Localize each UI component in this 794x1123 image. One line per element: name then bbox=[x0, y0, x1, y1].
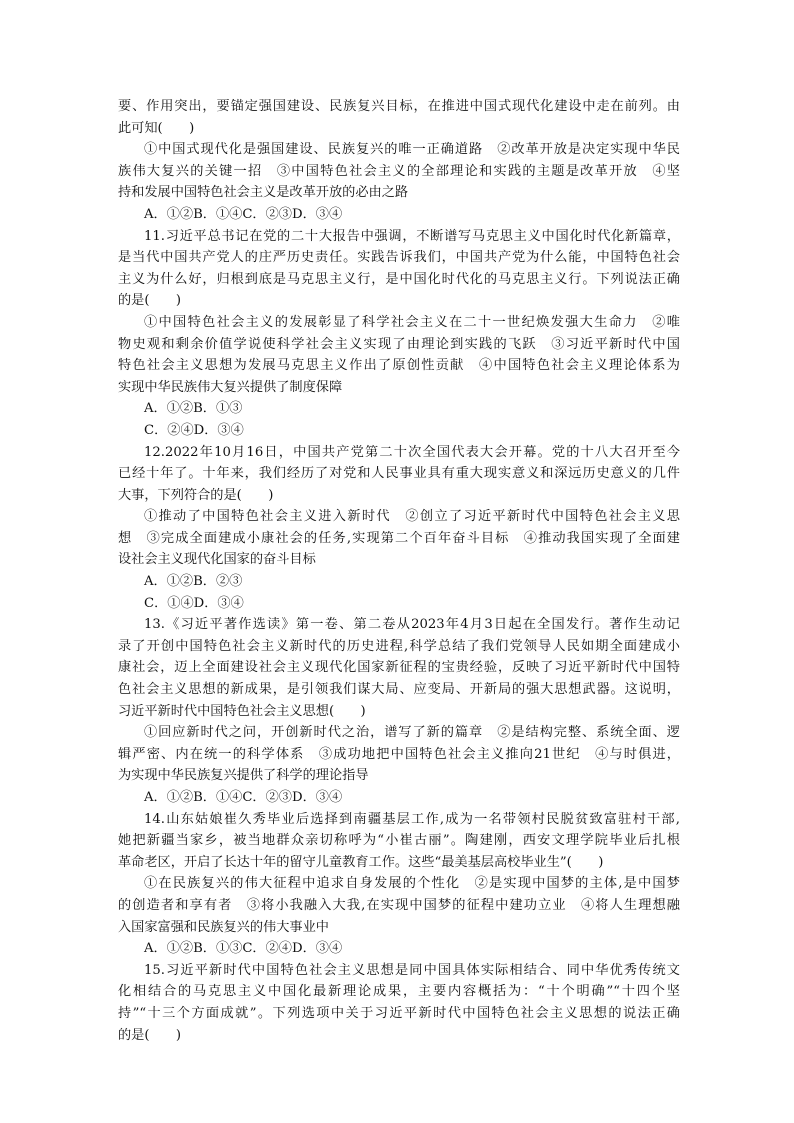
statement-line: 为实现中华民族复兴提供了科学的理论指导 bbox=[118, 768, 369, 784]
statement-line: 物史观和剩余价值学说使科学社会主义实现了由理论到实践的飞跃 ③习近平新时代中国 bbox=[118, 336, 680, 352]
answer-options: C．②④D．③④ bbox=[144, 422, 244, 438]
question-13 bbox=[118, 614, 680, 808]
answer-options: A．①②B．①③ bbox=[144, 401, 243, 417]
statement-line: 特色社会主义思想为发展马克思主义作出了原创性贡献 ④中国特色社会主义理论体系为 bbox=[118, 358, 680, 374]
stem-line: 习近平新时代中国特色社会主义思想( ) bbox=[118, 703, 366, 719]
statement-line: 实现中华民族伟大复兴提供了制度保障 bbox=[118, 379, 343, 395]
stem-line: 她把新疆当家乡，被当地群众亲切称呼为“小崔古丽”。陶建刚，西安文理学院毕业后扎根 bbox=[118, 833, 680, 849]
answer-options: C．①④D．③④ bbox=[144, 595, 244, 611]
stem-line: 13.《习近平著作选读》第一卷、第二卷从2023年4月3日起在全国发行。著作生动记 bbox=[144, 617, 680, 633]
stem-line: 主义为什么好，归根到底是马克思主义行，是中国化时代化的马克思主义行。下列说法正确 bbox=[118, 271, 680, 287]
statement-line: 想 ③完成全面建成小康社会的任务,实现第二个百年奋斗目标 ④推动我国实现了全面建 bbox=[118, 530, 680, 546]
stem-line: 的是( ) bbox=[118, 293, 182, 309]
stem-line: 大事，下列符合的是( ) bbox=[118, 487, 274, 503]
stem-line: 此可知( ) bbox=[118, 120, 195, 136]
question-15 bbox=[118, 960, 680, 1046]
stem-line: 14.山东姑娘崔久秀毕业后选择到南疆基层工作,成为一名带领村民脱贫致富驻村干部, bbox=[144, 811, 680, 827]
statement-line: 族伟大复兴的关键一招 ③中国特色社会主义的全部理论和实践的主题是改革开放 ④坚 bbox=[118, 163, 680, 179]
stem-line: 革命老区，开启了长达十年的留守儿童教育工作。这些“最美基层高校毕业生”( ) bbox=[118, 854, 604, 870]
question-12 bbox=[118, 442, 680, 615]
question-10-continuation bbox=[118, 96, 680, 226]
statement-line: ①中国式现代化是强国建设、民族复兴的唯一正确道路 ②改革开放是决定实现中华民 bbox=[144, 142, 680, 158]
stem-line: 录了开创中国特色社会主义新时代的历史进程,科学总结了我们党领导人民如期全面建成小 bbox=[118, 638, 680, 654]
answer-options: A．①②B．①④C．②③D．③④ bbox=[144, 790, 343, 805]
stem-line: 已经十年了。十年来，我们经历了对党和人民事业具有重大现实意义和深远历史意义的几件 bbox=[118, 466, 680, 482]
answer-options: A．①②B．②③ bbox=[144, 574, 243, 590]
stem-line: 11.习近平总书记在党的二十大报告中强调，不断谱写马克思主义中国化时代化新篇章， bbox=[144, 228, 680, 244]
statement-line: 的创造者和享有者 ③将小我融入大我,在实现中国梦的征程中建功立业 ④将人生理想融 bbox=[118, 897, 680, 913]
statement-line: ①中国特色社会主义的发展彰显了科学社会主义在二十一世纪焕发强大生命力 ②唯 bbox=[144, 314, 680, 330]
statement-line: ①回应新时代之问，开创新时代之治，谱写了新的篇章 ②是结构完整、系统全面、逻 bbox=[144, 725, 680, 741]
stem-line: 是当代中国共产党人的庄严历史责任。实践告诉我们，中国共产党为什么能，中国特色社会 bbox=[118, 250, 680, 266]
statement-line: 辑严密、内在统一的科学体系 ③成功地把中国特色社会主义推向21世纪 ④与时俱进， bbox=[118, 746, 680, 762]
question-14 bbox=[118, 809, 680, 960]
stem-line: 15.习近平新时代中国特色社会主义思想是同中国具体实际相结合、同中华优秀传统文 bbox=[144, 962, 680, 978]
answer-options: A．①②B．①④C．②③D．③④ bbox=[144, 206, 343, 222]
stem-line: 色社会主义思想的新成果，是引领我们谋大局、应变局、开新局的强大思想武器。这说明， bbox=[118, 682, 680, 698]
statement-line: ①推动了中国特色社会主义进入新时代 ②创立了习近平新时代中国特色社会主义思 bbox=[144, 509, 680, 525]
statement-line: 设社会主义现代化国家的奋斗目标 bbox=[118, 552, 316, 568]
stem-line: 的是( ) bbox=[118, 1027, 182, 1043]
document-page bbox=[118, 96, 680, 1046]
question-11 bbox=[118, 226, 680, 442]
statement-line: ①在民族复兴的伟大征程中追求自身发展的个性化 ②是实现中国梦的主体,是中国梦 bbox=[144, 876, 680, 892]
stem-line: 持”“十三个方面成就”。下列选项中关于习近平新时代中国特色社会主义思想的说法正确 bbox=[118, 1005, 680, 1021]
stem-line: 要、作用突出，要锚定强国建设、民族复兴目标，在推进中国式现代化建设中走在前列。由 bbox=[118, 99, 680, 114]
answer-options: A．①②B．①③C．②④D．③④ bbox=[144, 941, 343, 957]
stem-line: 康社会，迈上全面建设社会主义现代化国家新征程的宝贵经验，反映了习近平新时代中国特 bbox=[118, 660, 680, 676]
stem-line: 化相结合的马克思主义中国化最新理论成果，主要内容概括为：“十个明确”“十四个坚 bbox=[118, 984, 680, 1000]
statement-line: 持和发展中国特色社会主义是改革开放的必由之路 bbox=[118, 185, 409, 201]
statement-line: 入国家富强和民族复兴的伟大事业中 bbox=[118, 919, 329, 935]
stem-line: 12.2022年10月16日，中国共产党第二十次全国代表大会开幕。党的十八大召开至今 bbox=[144, 444, 680, 460]
